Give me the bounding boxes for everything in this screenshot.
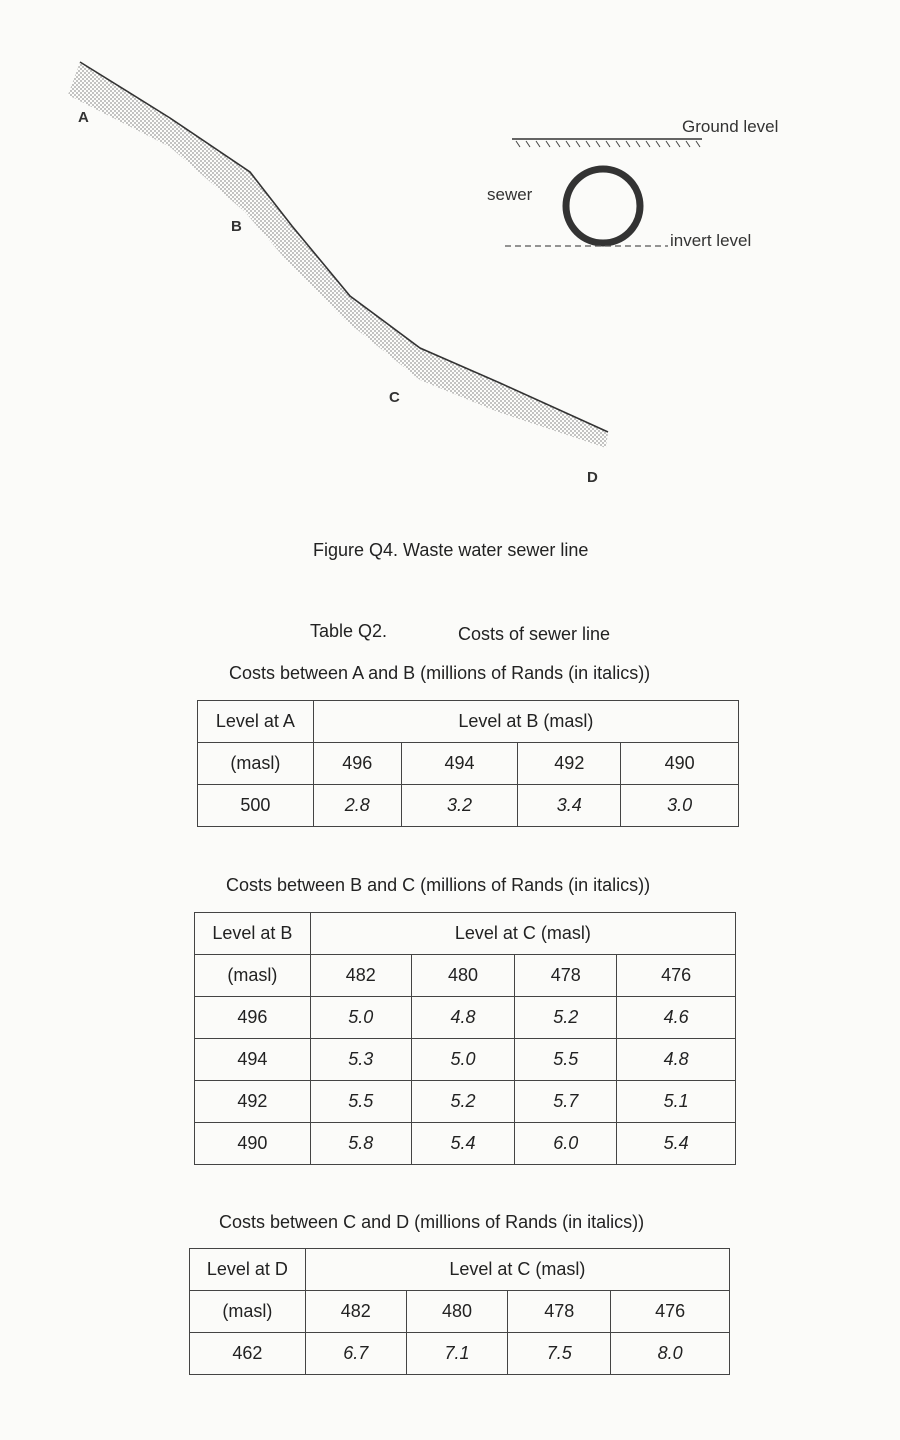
row-label: 496 xyxy=(195,997,311,1039)
table-row xyxy=(195,1123,736,1165)
row-label: 494 xyxy=(195,1039,311,1081)
table-number: Table Q2. xyxy=(310,621,388,641)
column-header: 482 xyxy=(310,955,411,997)
column-header: 476 xyxy=(611,1291,730,1333)
cost-cell: 5.3 xyxy=(310,1039,411,1081)
ground-level-label: Ground level xyxy=(682,117,779,136)
cost-cell: 5.4 xyxy=(617,1123,736,1165)
row-header-cell: (masl) xyxy=(190,1291,306,1333)
table-row xyxy=(195,1039,736,1081)
point-c-label: C xyxy=(389,389,400,406)
sewer-profile-figure xyxy=(0,0,900,520)
table-row xyxy=(190,1333,730,1375)
cost-cell: 5.7 xyxy=(515,1081,617,1123)
cost-cell: 5.4 xyxy=(411,1123,515,1165)
cost-cell: 5.0 xyxy=(411,1039,515,1081)
row-label: 492 xyxy=(195,1081,311,1123)
column-header: 480 xyxy=(411,955,515,997)
row-label: 500 xyxy=(198,785,314,827)
table-row xyxy=(190,1249,730,1291)
table-row xyxy=(195,955,736,997)
table-subject: Costs of sewer line xyxy=(458,624,611,644)
point-a-label: A xyxy=(78,109,89,126)
column-group-header: Level at C (masl) xyxy=(310,913,735,955)
table-row xyxy=(195,913,736,955)
cost-cell: 5.5 xyxy=(515,1039,617,1081)
row-header-cell: Level at D xyxy=(190,1249,306,1291)
table-bc-title: Costs between B and C (millions of Rands (in italics)) xyxy=(226,875,651,895)
point-d-label: D xyxy=(587,469,598,486)
cost-cell: 6.0 xyxy=(515,1123,617,1165)
column-header: 478 xyxy=(515,955,617,997)
cost-cell: 4.8 xyxy=(617,1039,736,1081)
cost-cell: 5.2 xyxy=(515,997,617,1039)
column-header: 476 xyxy=(617,955,736,997)
column-group-header: Level at C (masl) xyxy=(305,1249,729,1291)
table-row xyxy=(198,701,739,743)
cost-cell: 3.2 xyxy=(401,785,518,827)
table-cd-title: Costs between C and D (millions of Rands (in italics)) xyxy=(219,1212,645,1232)
row-header-cell: Level at A xyxy=(198,701,314,743)
point-b-label: B xyxy=(231,218,242,235)
cost-cell: 5.0 xyxy=(310,997,411,1039)
table-ab-title: Costs between A and B (millions of Rands (in italics)) xyxy=(229,663,651,683)
column-header: 494 xyxy=(401,743,518,785)
cost-table-ab xyxy=(197,700,739,827)
cost-cell: 2.8 xyxy=(313,785,401,827)
column-header: 496 xyxy=(313,743,401,785)
row-header-cell: (masl) xyxy=(195,955,311,997)
column-header: 490 xyxy=(621,743,739,785)
row-label: 462 xyxy=(190,1333,306,1375)
sewer-pipe-circle xyxy=(566,169,640,243)
table-row xyxy=(195,997,736,1039)
cost-cell: 5.2 xyxy=(411,1081,515,1123)
cost-table-cd xyxy=(189,1248,730,1375)
column-header: 478 xyxy=(508,1291,611,1333)
cost-cell: 7.5 xyxy=(508,1333,611,1375)
cost-cell: 5.5 xyxy=(310,1081,411,1123)
cost-cell: 4.8 xyxy=(411,997,515,1039)
ground-hatch-ticks xyxy=(516,141,700,147)
sewer-label: sewer xyxy=(487,185,533,204)
cost-cell: 5.8 xyxy=(310,1123,411,1165)
column-header: 482 xyxy=(305,1291,406,1333)
cost-cell: 4.6 xyxy=(617,997,736,1039)
ground-hatch-band xyxy=(68,62,608,448)
column-header: 480 xyxy=(406,1291,508,1333)
row-header-cell: Level at B xyxy=(195,913,311,955)
cost-cell: 3.0 xyxy=(621,785,739,827)
cost-cell: 6.7 xyxy=(305,1333,406,1375)
cost-cell: 8.0 xyxy=(611,1333,730,1375)
invert-level-label: invert level xyxy=(670,231,752,250)
cost-table-bc xyxy=(194,912,736,1165)
table-row xyxy=(198,785,739,827)
column-group-header: Level at B (masl) xyxy=(313,701,738,743)
table-row xyxy=(190,1291,730,1333)
table-row xyxy=(198,743,739,785)
row-header-cell: (masl) xyxy=(198,743,314,785)
column-header: 492 xyxy=(518,743,621,785)
cost-cell: 3.4 xyxy=(518,785,621,827)
figure-caption: Figure Q4. Waste water sewer line xyxy=(313,540,589,560)
row-label: 490 xyxy=(195,1123,311,1165)
table-row xyxy=(195,1081,736,1123)
cost-cell: 7.1 xyxy=(406,1333,508,1375)
cost-cell: 5.1 xyxy=(617,1081,736,1123)
